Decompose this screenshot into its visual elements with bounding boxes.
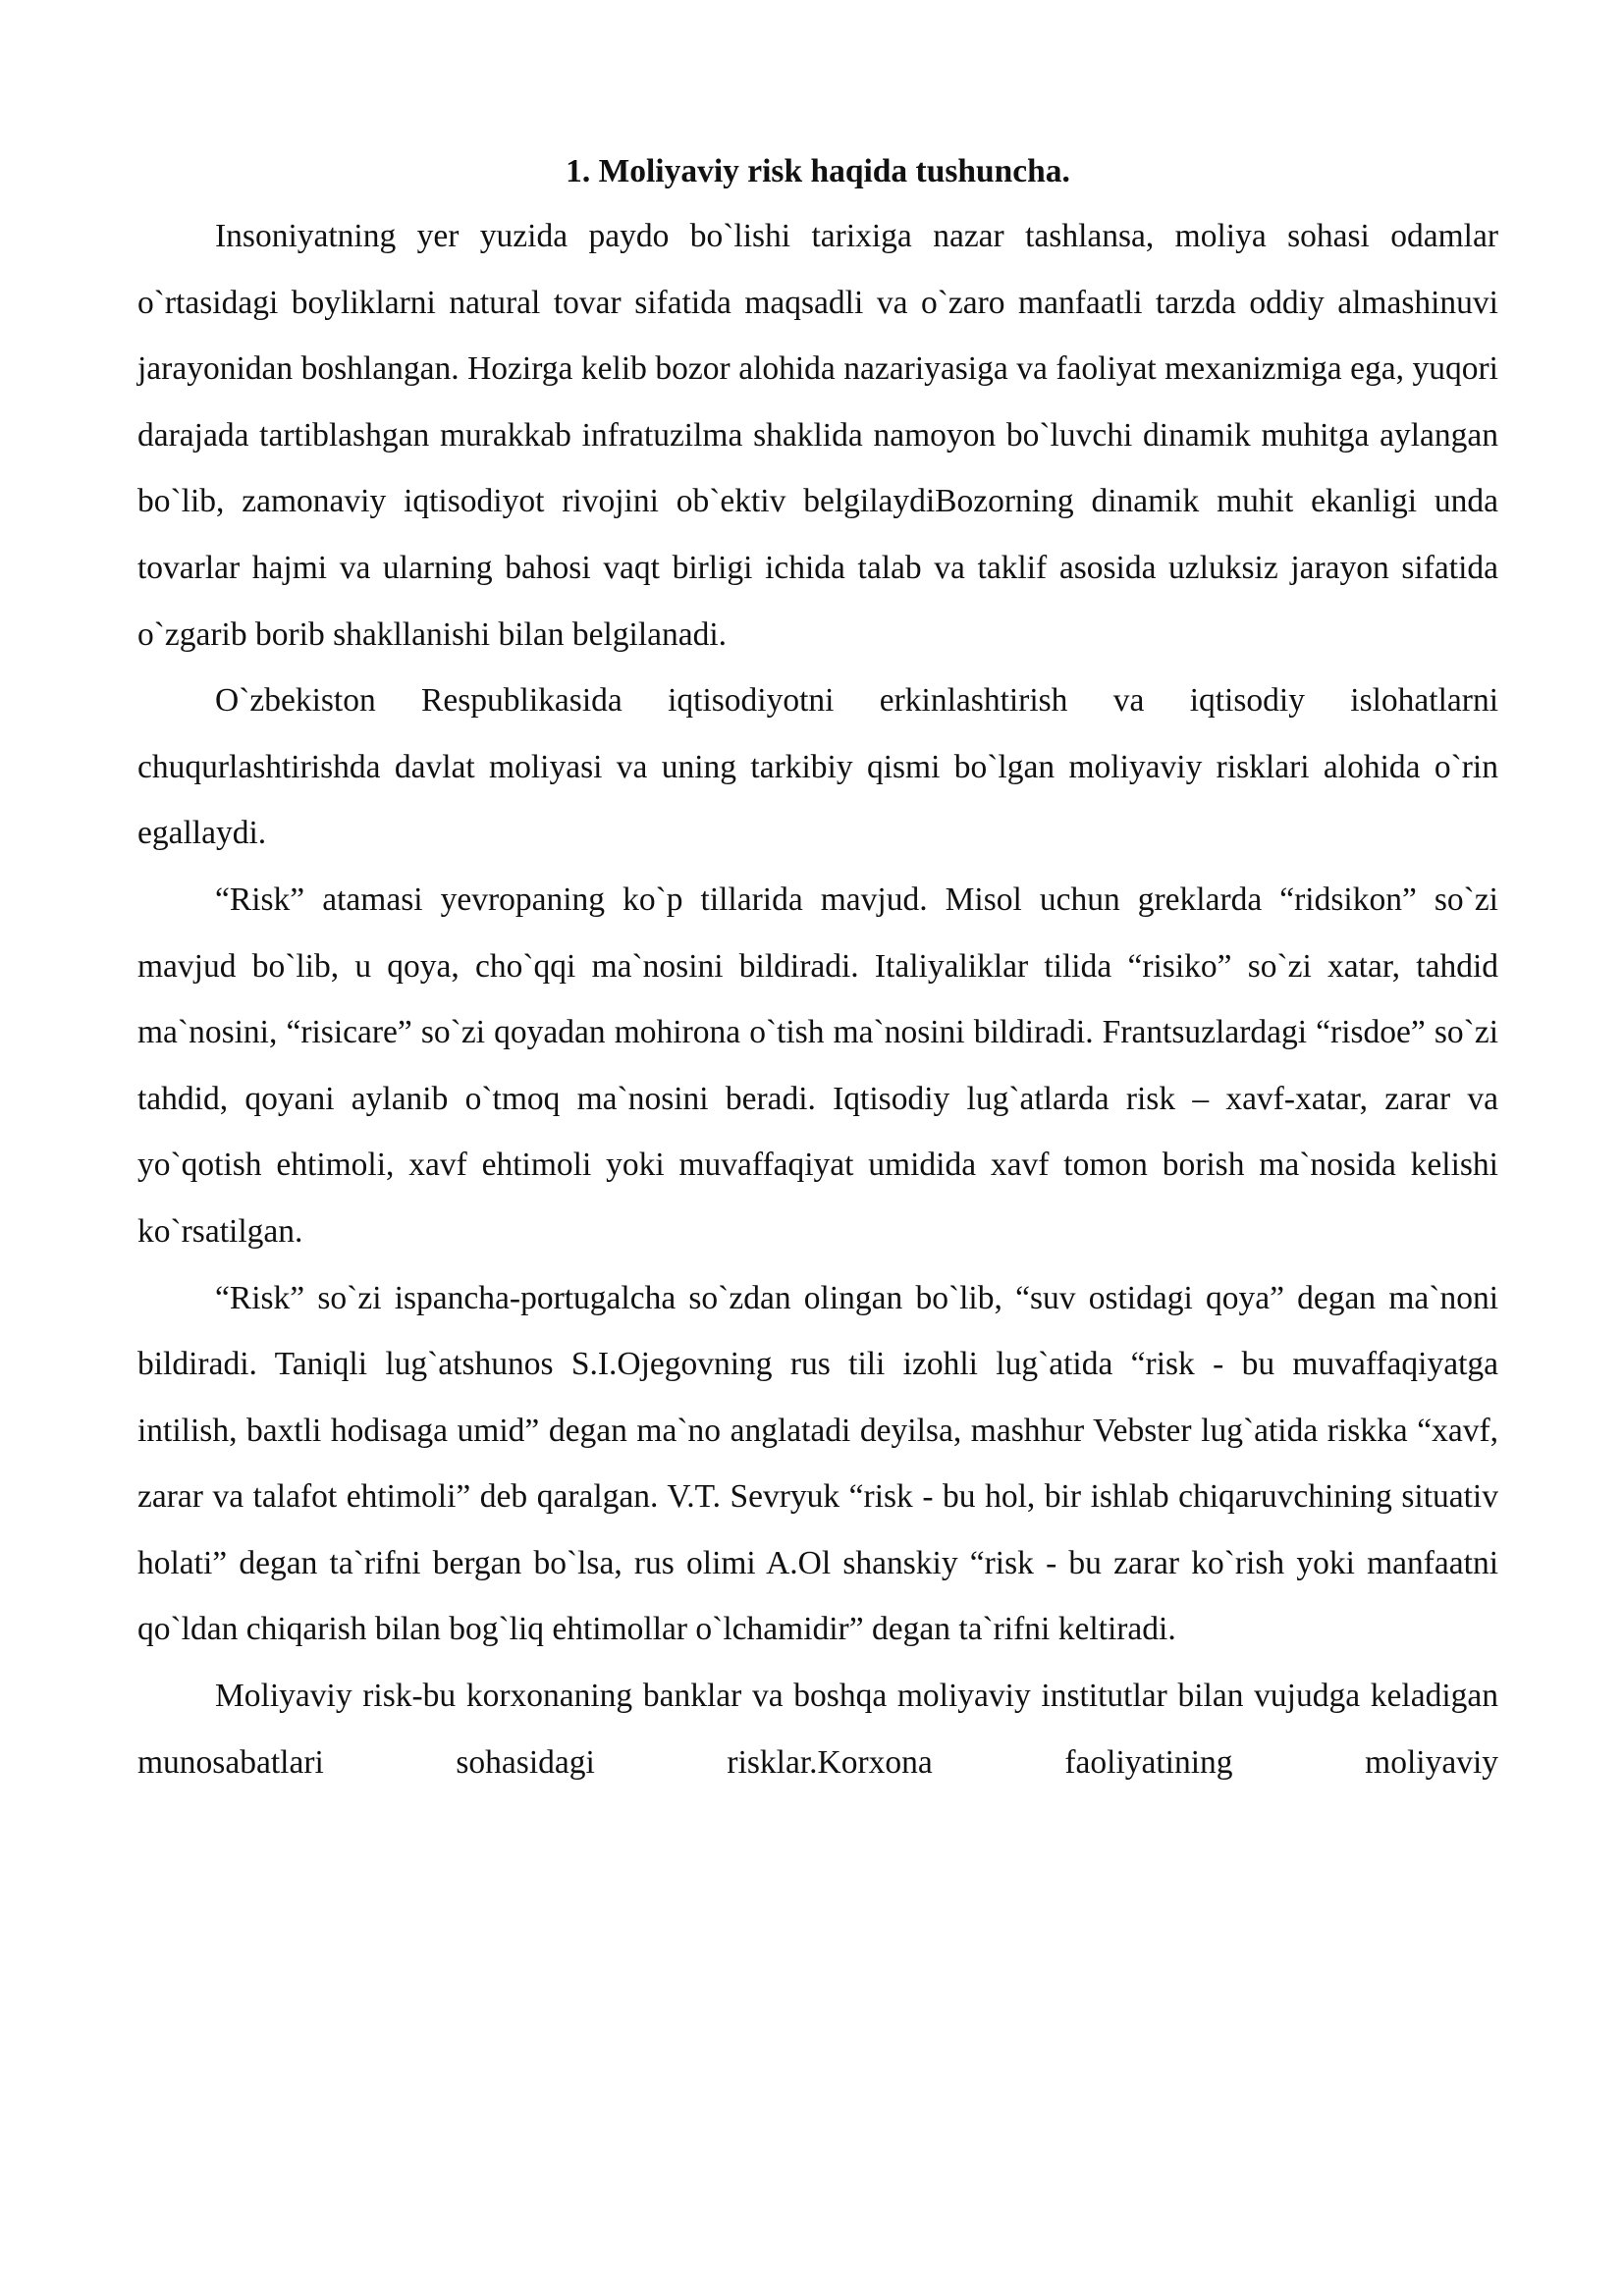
paragraph-risk-definitions: “Risk” so`zi ispancha-portugalcha so`zdan olingan bo`lib, “suv ostidagi qoya” degan ma`noni bildiradi. Taniqli lug`atshunos S.I.Ojegovning rus tili izohli lug`atida “risk - bu muvaffaqiyatga intilish, baxtli hodisaga umid” degan ma`no anglatadi deyilsa, mashhur Vebster lug`atida riskka “xavf, zarar va talafot ehtimoli” deb qaralgan. V.T. Sevryuk “risk - bu hol, bir ishlab chiqaruvchining situativ holati” degan ta`rifni bergan bo`lsa, rus olimi A.Ol shanskiy “risk - bu zarar ko`rish yoki manfaatni qo`ldan chiqarish bilan bog`liq ehtimollar o`lchamidir” degan ta`rifni keltiradi. [137, 1279, 1498, 1648]
paragraph-risk-etymology: “Risk” atamasi yevropaning ko`p tillarida mavjud. Misol uchun greklarda “ridsikon” so`zi mavjud bo`lib, u qoya, cho`qqi ma`nosini bildiradi. Italiyaliklar tilida “risiko” so`zi xatar, tahdid ma`nosini, “risicare” so`zi qoyadan mohirona o`tish ma`nosini bildiradi. Frantsuzlardagi “risdoe” so`zi tahdid, qoyani aylanib o`tmoq ma`nosini beradi. Iqtisodiy lug`atlarda risk – xavf-xatar, zarar va yo`qotish ehtimoli, xavf ehtimoli yoki muvaffaqiyat umidida xavf tomon borish ma`nosida kelishi ko`rsatilgan. [137, 881, 1498, 1250]
paragraph-uzbekistan-reforms: O`zbekiston Respublikasida iqtisodiyotni erkinlashtirish va iqtisodiy islohatlarni chuqurlashtirishda davlat moliyasi va uning tarkibiy qismi bo`lgan moliyaviy risklari alohida o`rin egallaydi. [137, 682, 1498, 852]
document-body [137, 152, 1498, 1795]
section-heading: 1. Moliyaviy risk haqida tushuncha. [566, 153, 1070, 189]
paragraph-financial-risk-definition: Moliyaviy risk-bu korxonaning banklar va boshqa moliyaviy institutlar bilan vujudga keladigan munosabatlari sohasidagi risklar.Korxona faoliyatining moliyaviy [137, 1678, 1498, 1781]
paragraph-origin-of-finance: Insoniyatning yer yuzida paydo bo`lishi tarixiga nazar tashlansa, moliya sohasi odamlar o`rtasidagi boyliklarni natural tovar sifatida maqsadli va o`zaro manfaatli tarzda oddiy almashinuvi jarayonidan boshlangan. Hozirga kelib bozor alohida nazariyasiga va faoliyat mexanizmiga ega, yuqori darajada tartiblashgan murakkab infratuzilma shaklida namoyon bo`luvchi dinamik muhitga aylangan bo`lib, zamonaviy iqtisodiyot rivojini ob`ektiv belgilaydiBozorning dinamik muhit ekanligi unda tovarlar hajmi va ularning bahosi vaqt birligi ichida talab va taklif asosida uzluksiz jarayon sifatida o`zgarib borib shakllanishi bilan belgilanadi. [137, 218, 1498, 653]
